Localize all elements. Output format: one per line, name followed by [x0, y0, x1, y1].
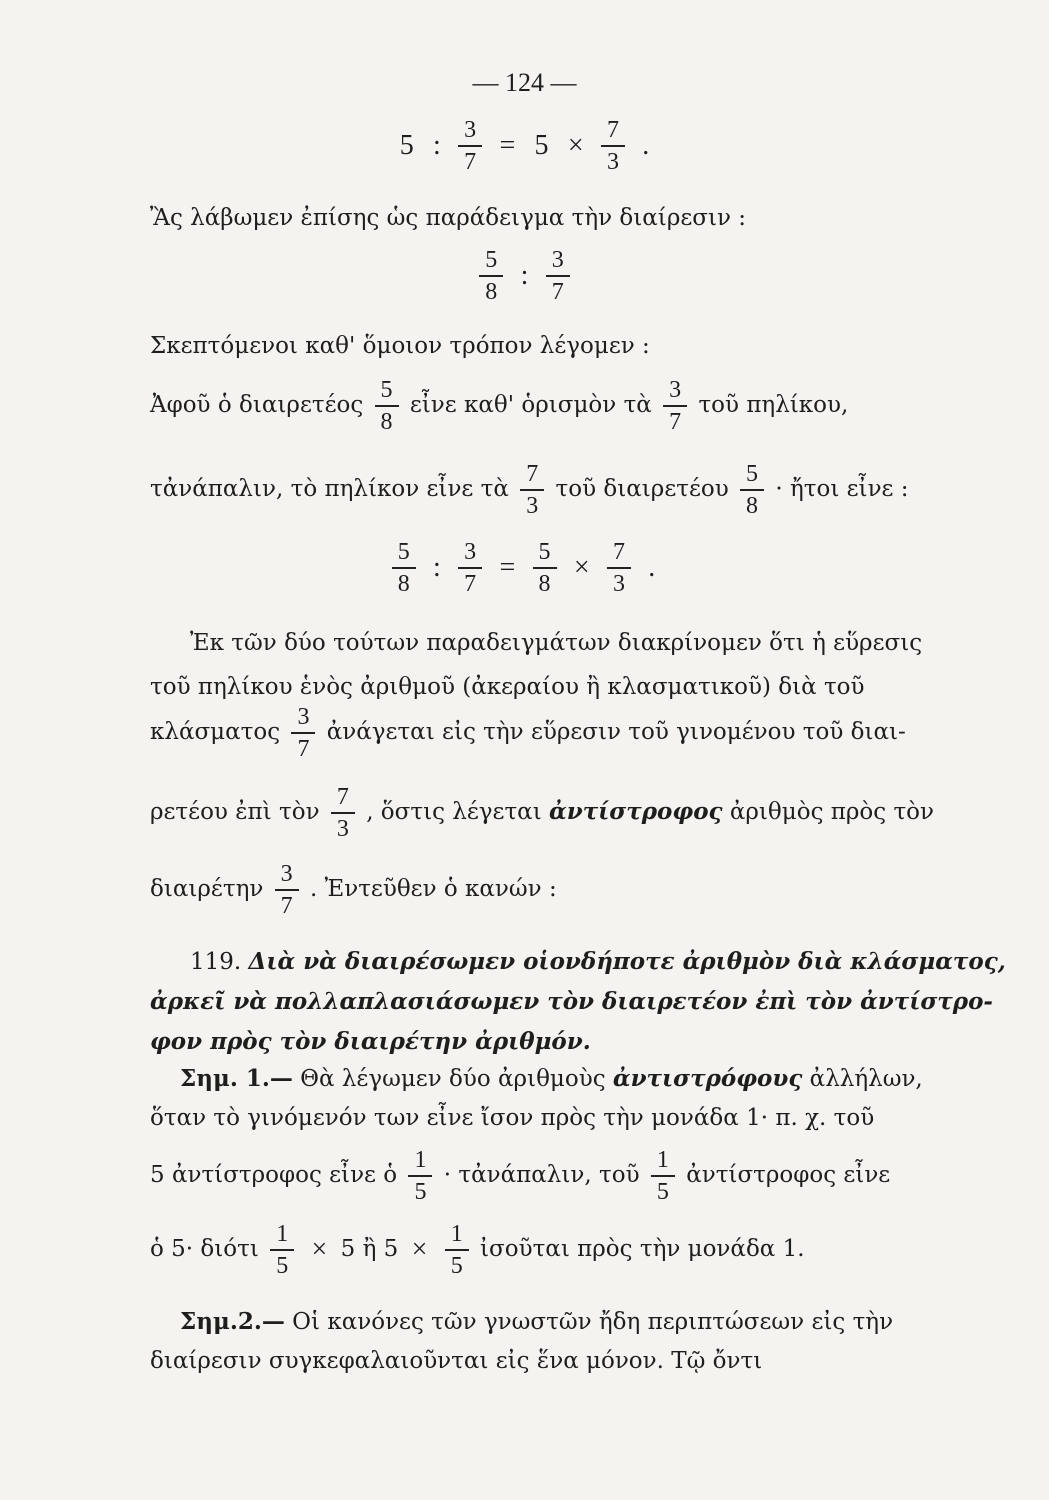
- p8-term-antistrofos: ἀντίστροφος: [549, 798, 723, 825]
- eq1-fraction-1: $\frac{3}{7}$: [458, 118, 482, 174]
- eq3-fraction-3: $\frac{5}{8}$: [533, 540, 557, 596]
- p4-text-b: τοῦ διαιρετέου: [555, 476, 729, 502]
- p8-text-b: , ὅστις λέγεται: [366, 799, 542, 825]
- p11-times-2: ×: [411, 1234, 428, 1265]
- note-2-label: Σημ.2.—: [180, 1308, 285, 1335]
- paragraph-7: [150, 705, 959, 761]
- eq1-mid: 5: [534, 130, 549, 161]
- eq1-end: .: [642, 130, 650, 161]
- equation-1: [0, 118, 1049, 174]
- p3-text-b: εἶνε καθ' ὁρισμὸν τὰ: [409, 392, 652, 418]
- note-2-line-1: [180, 1308, 959, 1335]
- paragraph-2: Σκεπτόμενοι καθ' ὅμοιον τρόπον λέγομεν :: [150, 333, 650, 359]
- p4-text-c: · ἤτοι εἶνε :: [775, 476, 909, 502]
- note-1-text-c: ἀλλήλων,: [809, 1066, 923, 1092]
- eq2-colon: :: [520, 260, 529, 291]
- p9-text-a: διαιρέτην: [150, 876, 264, 902]
- paragraph-8: [150, 785, 959, 841]
- p7-text-a: κλάσματος: [150, 719, 281, 745]
- p4-fraction-1: $\frac{7}{3}$: [520, 462, 544, 518]
- p10-text-a: 5 ἀντίστροφος εἶνε ὁ: [150, 1162, 398, 1188]
- p11-text-c: ἢ 5: [362, 1236, 399, 1262]
- paragraph-10: [150, 1148, 959, 1204]
- p7-fraction: $\frac{3}{7}$: [291, 705, 315, 761]
- paragraph-4: [150, 462, 959, 518]
- eq3-fraction-4: $\frac{7}{3}$: [607, 540, 631, 596]
- p11-fraction-1: $\frac{1}{5}$: [270, 1222, 294, 1278]
- p10-text-c: ἀντίστροφος εἶνε: [686, 1162, 891, 1188]
- p9-text-b: . Ἐντεῦθεν ὁ κανών :: [309, 876, 557, 902]
- note-1-term: ἀντιστρόφους: [612, 1065, 803, 1092]
- eq1-fraction-2: $\frac{7}{3}$: [601, 118, 625, 174]
- note-2-text-a: Οἱ κανόνες τῶν γνωστῶν ἤδη περιπτώσεων εἰς τὴν: [292, 1309, 894, 1335]
- p11-text-b: 5: [340, 1236, 356, 1262]
- paragraph-9: [150, 862, 959, 918]
- paragraph-11: [150, 1222, 959, 1278]
- rule-119-line-2: ἀρκεῖ νὰ πολλαπλασιάσωμεν τὸν διαιρετέον ἐπὶ τὸν ἀντίστρο-: [150, 988, 993, 1015]
- eq1-equals: =: [499, 130, 516, 161]
- rule-number: 119.: [190, 949, 242, 975]
- note-2-line-2: διαίρεσιν συγκεφαλαιοῦνται εἰς ἕνα μόνον. Τῷ ὄντι: [150, 1348, 763, 1374]
- p3-fraction-2: $\frac{3}{7}$: [663, 378, 687, 434]
- eq3-end: .: [648, 552, 656, 583]
- rule-text-1: Διὰ νὰ διαιρέσωμεν οἱονδήποτε ἀριθμὸν διὰ κλάσματος,: [248, 948, 1006, 975]
- p3-fraction-1: $\frac{5}{8}$: [375, 378, 399, 434]
- p10-fraction-1: $\frac{1}{5}$: [408, 1148, 432, 1204]
- note-1-line-1: [180, 1065, 959, 1092]
- p11-text-a: ὁ 5· διότι: [150, 1236, 259, 1262]
- note-1-text-a: Θὰ λέγωμεν δύο ἀριθμοὺς: [300, 1066, 606, 1092]
- p8-fraction: $\frac{7}{3}$: [331, 785, 355, 841]
- p8-text-a: ρετέου ἐπὶ τὸν: [150, 799, 320, 825]
- rule-119-line-1: [190, 948, 1006, 975]
- paragraph-5: Ἐκ τῶν δύο τούτων παραδειγμάτων διακρίνομεν ὅτι ἡ εὕρεσις: [190, 630, 923, 656]
- equation-3: [0, 540, 1049, 596]
- eq3-equals: =: [499, 552, 516, 583]
- eq1-colon: :: [433, 130, 441, 161]
- note-1-line-2: ὅταν τὸ γινόμενόν των εἶνε ἴσον πρὸς τὴν μονάδα 1· π. χ. τοῦ: [150, 1105, 875, 1131]
- p11-text-d: ἰσοῦται πρὸς τὴν μονάδα 1.: [480, 1236, 805, 1262]
- p3-text-a: Ἀφοῦ ὁ διαιρετέος: [150, 392, 364, 418]
- eq3-fraction-1: $\frac{5}{8}$: [392, 540, 416, 596]
- eq2-fraction-1: $\frac{5}{8}$: [479, 248, 503, 304]
- eq1-times: ×: [567, 130, 584, 161]
- p4-text-a: τἀνάπαλιν, τὸ πηλίκον εἶνε τὰ: [150, 476, 509, 502]
- eq3-times: ×: [573, 552, 590, 583]
- eq2-fraction-2: $\frac{3}{7}$: [546, 248, 570, 304]
- p8-text-d: ἀριθμὸς πρὸς τὸν: [729, 799, 934, 825]
- rule-119-line-3: φον πρὸς τὸν διαιρέτην ἀριθμόν.: [150, 1028, 591, 1055]
- equation-2: [0, 248, 1049, 304]
- paragraph-3: [150, 378, 959, 434]
- eq1-lhs: 5: [399, 130, 414, 161]
- note-1-label: Σημ. 1.—: [180, 1065, 293, 1092]
- eq3-fraction-2: $\frac{3}{7}$: [458, 540, 482, 596]
- p3-text-c: τοῦ πηλίκου,: [698, 392, 849, 418]
- p9-fraction: $\frac{3}{7}$: [275, 862, 299, 918]
- p7-text-b: ἀνάγεται εἰς τὴν εὕρεσιν τοῦ γινομένου τοῦ διαι-: [326, 719, 906, 745]
- page-number: — 124 —: [472, 68, 577, 97]
- p11-times-1: ×: [311, 1234, 328, 1265]
- p10-text-b: · τἀνάπαλιν, τοῦ: [443, 1162, 640, 1188]
- p4-fraction-2: $\frac{5}{8}$: [740, 462, 764, 518]
- p11-fraction-2: $\frac{1}{5}$: [445, 1222, 469, 1278]
- paragraph-1: Ἂς λάβωμεν ἐπίσης ὡς παράδειγμα τὴν διαίρεσιν :: [150, 205, 747, 231]
- p10-fraction-2: $\frac{1}{5}$: [651, 1148, 675, 1204]
- eq3-colon: :: [433, 552, 441, 583]
- paragraph-6: τοῦ πηλίκου ἑνὸς ἀριθμοῦ (ἀκεραίου ἢ κλασματικοῦ) διὰ τοῦ: [150, 674, 865, 700]
